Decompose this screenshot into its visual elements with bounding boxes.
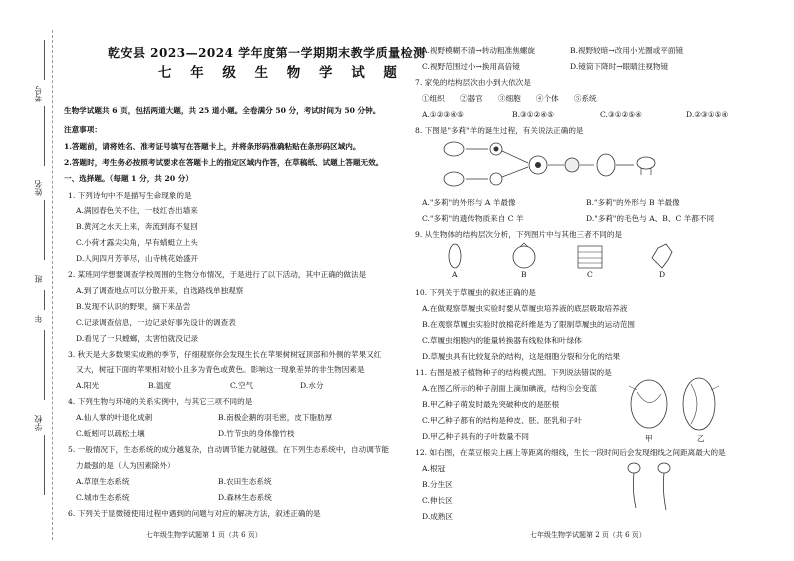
q10-stem: 10. 下列关于草履虫的叙述正确的是 — [415, 288, 536, 297]
q11-opt-b: B.甲乙种子萌发时最先突破种皮的是胚根 — [422, 400, 560, 409]
kaohao-label: 考号 — [34, 86, 43, 102]
q3-opt-a: A.阳光 — [76, 381, 100, 390]
q3-opt-b: B.温度 — [148, 381, 172, 390]
q10-opt-b: B.在观察草履虫实验时放棉花纤维是为了限制草履虫的运动范围 — [422, 320, 636, 329]
q4-opt-a: A.仙人掌的叶退化成刺 — [76, 413, 153, 422]
q8-opt-c: C."多莉"的遗传物质来自 C 羊 — [422, 214, 524, 223]
q6-stem: 6. 下列关于显微镜使用过程中遇到的问题与对应的解决方法，叙述正确的是 — [68, 509, 321, 518]
q6-opt-b: B.视野较暗→改用小光圈或平面镜 — [570, 46, 684, 55]
q8-stem: 8. 下图是"多莉"羊的诞生过程，有关说法正确的是 — [415, 126, 584, 135]
q2-opt-c: C.记录调查信息，一边记录好事先设计的调查表 — [76, 318, 236, 327]
q1-stem: 1. 下列诗句中不是描写生命现象的是 — [68, 191, 192, 200]
q5-opt-b: B.农田生态系统 — [218, 477, 272, 486]
q11-fig-label-jia: 甲 — [645, 434, 653, 443]
q7-opt-b: B.③①②④⑤ — [512, 110, 555, 119]
exam-info: 生物学试题共 6 页，包括两道大题，共 25 道小题。全卷满分 50 分，考试时间为 50 分钟。 — [64, 106, 381, 115]
q3-opt-d: D.水分 — [300, 381, 324, 390]
q7-stem: 7. 家兔的结构层次由小到大依次是 — [415, 78, 531, 87]
q11-opt-c: C.甲乙种子都有的结构是种皮、胚、胚乳和子叶 — [422, 416, 582, 425]
q3-opt-c: C.空气 — [230, 381, 254, 390]
bean-root-diagram — [620, 460, 680, 512]
ban-line — [44, 290, 45, 310]
q7-opt-c: C.③①②⑤④ — [600, 110, 642, 119]
q2-opt-b: B.发现不认识的野果，摘下来品尝 — [76, 302, 191, 311]
kaohao-line-2 — [44, 106, 45, 166]
q5-stem-2: 力最强的是（人为因素除外） — [76, 461, 175, 470]
seed-structure-diagram — [625, 372, 725, 436]
q4-stem: 4. 下列生物与环境的关系实例中，与其它三项不同的是 — [68, 397, 253, 406]
q4-opt-c: C.蚯蚓可以疏松土壤 — [76, 429, 145, 438]
q12-stem: 12. 如右图，在菜豆根尖上画上等距离的细线，生长一段时间后会发现细线之间距离最大的是 — [415, 448, 726, 457]
q7-opt-a: A.①②③④⑤ — [422, 110, 464, 119]
xingming-line — [44, 200, 45, 260]
notice-2: 2.答题时，考生务必按照考试要求在答题卡上的指定区域内作答，在草稿纸、试题上答题无效。 — [64, 158, 384, 167]
q7-opt-d: D.②③①⑤④ — [686, 110, 729, 119]
q8-opt-d: D."多莉"的毛色与 A、B、C 羊都不同 — [586, 214, 715, 223]
q9-label-a: A — [452, 270, 458, 279]
notice-title: 注意事项： — [64, 125, 102, 134]
q1-opt-d: D.人间四月芳菲尽，山寺桃花始盛开 — [76, 254, 199, 263]
q5-stem: 5. 一般情况下，生态系统的成分越复杂，自动调节能力就越强。在下列生态系统中，自动调节能 — [68, 445, 389, 454]
q12-opt-b: B.分生区 — [422, 480, 453, 489]
q9-stem: 9. 从生物体的结构层次分析，下列图片中与其他三者不同的是 — [415, 230, 623, 239]
notice-1: 1.答题前，请将姓名、准考证号填写在答题卡上，并将条形码准确粘贴在条形码区域内。 — [64, 142, 361, 151]
q1-opt-c: C.小荷才露尖尖角，早有蜻蜓立上头 — [76, 238, 198, 247]
q3-stem-2: 又大，树冠下面的苹果相对较小且多为青色或黄色。影响这一现象差异的非生物因素是 — [76, 365, 365, 374]
xuexiao-label: 学校 — [34, 415, 43, 431]
cut-line — [52, 30, 53, 540]
q9-label-d: D — [659, 270, 666, 279]
q4-opt-d: D.竹节虫的身体像竹枝 — [218, 429, 295, 438]
section-1-title: 一、选择题。（每题 1 分，共 20 分） — [64, 174, 193, 183]
q5-opt-a: A.草原生态系统 — [76, 477, 130, 486]
kaohao-line — [44, 40, 45, 80]
q10-opt-d: D.草履虫具有比较复杂的结构，这是细胞分裂和分化的结果 — [422, 352, 621, 361]
ban-label: 班 — [34, 275, 43, 283]
q4-opt-b: B.南极企鹅的羽毛密，皮下脂肪厚 — [218, 413, 333, 422]
q1-opt-b: B.黄河之水天上来，奔流到海不复回 — [76, 222, 198, 231]
q12-opt-a: A.根冠 — [422, 464, 446, 473]
nian-line — [44, 330, 45, 400]
footer-left: 七年级生物学试题第 1 页（共 6 页） — [146, 531, 262, 539]
q2-opt-d: D.看见了一只螳螂，太害怕就没记录 — [76, 334, 199, 343]
q12-opt-d: D.成熟区 — [422, 512, 454, 521]
q1-opt-a: A.满园春色关不住，一枝红杏出墙来 — [76, 206, 198, 215]
q9-images — [440, 242, 680, 272]
q7-items: ①组织 ②器官 ③细胞 ④个体 ⑤系统 — [422, 94, 597, 103]
q10-opt-a: A.在做观察草履虫实验时要从草履虫培养液的底层吸取培养液 — [422, 304, 628, 313]
q6-opt-a: A.视野模糊不清→转动粗准焦螺旋 — [422, 46, 535, 55]
q9-label-b: B — [521, 270, 527, 279]
q11-opt-a: A.在图乙所示的种子剖面上滴加碘液，结构⑤会变蓝 — [422, 384, 597, 393]
q10-opt-c: C.草履虫细胞内的能量转换器有线粒体和叶绿体 — [422, 336, 582, 345]
q11-fig-label-yi: 乙 — [697, 434, 705, 443]
q2-opt-a: A.到了调查地点可以分散开来，自选路线单独观察 — [76, 286, 244, 295]
nian-label: 年 — [34, 315, 43, 323]
q8-opt-b: B."多莉"的外形与 B 羊最像 — [586, 198, 680, 207]
q11-stem: 11. 右图是被子植物种子的结构模式图。下列说法错误的是 — [415, 368, 612, 377]
q12-opt-c: C.伸长区 — [422, 496, 453, 505]
q11-opt-d: D.甲乙种子具有的子叶数量不同 — [422, 432, 529, 441]
dolly-cloning-diagram — [440, 137, 680, 193]
exam-title: 乾安县 2023—2024 学年度第一学期期末教学质量检测 — [108, 46, 426, 60]
footer-right: 七年级生物学试题第 2 页（共 6 页） — [530, 531, 646, 539]
binding-margin — [0, 0, 55, 561]
q6-opt-d: D.镜筒下降时→眼睛注视物镜 — [570, 62, 669, 71]
exam-subtitle: 七 年 级 生 物 学 试 题 — [158, 65, 404, 81]
q2-stem: 2. 某班同学想要调查学校周围的生物分布情况，于是进行了以下活动，其中正确的做法是 — [68, 270, 367, 279]
q3-stem: 3. 秋天是大多数果实成熟的季节，仔细观察你会发现生长在苹果树树冠顶部和外侧的苹果又红 — [68, 350, 382, 359]
xingming-label: 姓名 — [34, 180, 43, 196]
q6-opt-c: C.视野范围过小→换用高倍镜 — [422, 62, 520, 71]
q8-opt-a: A."多莉"的外形与 A 羊最像 — [422, 198, 516, 207]
q9-label-c: C — [587, 270, 593, 279]
q5-opt-d: D.森林生态系统 — [218, 493, 272, 502]
q5-opt-c: C.城市生态系统 — [76, 493, 130, 502]
xuexiao-line — [44, 435, 45, 495]
